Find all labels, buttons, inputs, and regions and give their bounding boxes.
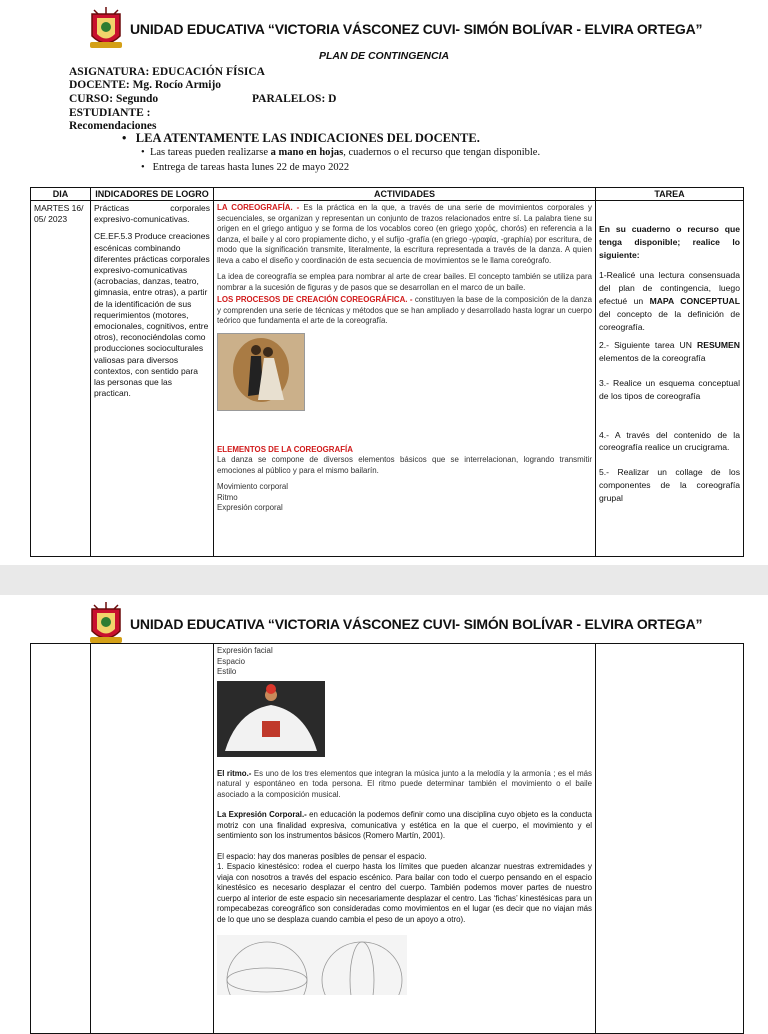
asignatura: ASIGNATURA: EDUCACIÓN FÍSICA [69, 66, 265, 78]
school-title: UNIDAD EDUCATIVA “VICTORIA VÁSCONEZ CUVI- SIMÓN BOLÍVAR - ELVIRA ORTEGA” [130, 21, 703, 37]
col-header-tarea: TAREA [596, 188, 744, 201]
ritmo-label: El ritmo.- [217, 768, 252, 778]
instruction-1: • Las tareas pueden realizarse a mano en hojas, cuadernos o el recurso que tengan disponible. [141, 147, 541, 158]
plan-table-page1 [30, 187, 744, 557]
tarea-2: 2.- Siguiente tarea UN RESUMEN elementos de la coreografía [599, 340, 740, 364]
plan-title: PLAN DE CONTINGENCIA [318, 50, 450, 62]
espacio-1: 1. Espacio kinestésico: rodea el cuerpo hasta los límites que pueden alcanzar nuestras extremidades y viaja con nosotros a través del espacio escénico. Para bailar con todo el cuerpo pensando en el espacio kinestésico es necesario desplazar el centro del cuerpo. También podemos mover partes de nuestro cuerpo al interior de este espacio sin necesariamente desplazar el centro. Las ‘fichas’ kinestésicas para un rompecabezas coreográfico son consideradas como movimientos en el lugar (es decir que no viajan más de lo que uno se desplaza cuando cambia el peso de un apoyo a otro). [217, 862, 592, 924]
main-instruction: • LEA ATENTAMENTE LAS INDICACIONES DEL DOCENTE. [122, 131, 480, 145]
col-header-actividades: ACTIVIDADES [214, 188, 596, 201]
expresion-text: en educación la podemos definir como una disciplina cuyo objeto es la conducta motriz con una finalidad expresiva, comunicativa y estética en la que el cuerpo, el movimiento y el sentimiento son los instrumentos básicos (Romero Martín, 2001). [217, 810, 592, 840]
cell-tarea [596, 201, 744, 557]
elemento-facial: Expresión facial [217, 646, 273, 655]
tarea-3: 3.- Realice un esquema conceptual de los tipos de coreografía [599, 377, 740, 401]
col-header-dia: DIA [31, 188, 91, 201]
cell-dia-2 [31, 644, 91, 1034]
page-gap [0, 565, 768, 595]
procesos-text: constituyen la base de la composición de la danza y comprenden una serie de técnicas y métodos que se han ampliado y desarrollado hasta lograr un cuerpo teórico que fundamenta el arte de la coreografía. [217, 295, 593, 325]
school-header [88, 6, 702, 52]
curso: CURSO: Segundo [69, 93, 159, 105]
school-title-2: UNIDAD EDUCATIVA “VICTORIA VÁSCONEZ CUVI- SIMÓN BOLÍVAR - ELVIRA ORTEGA” [130, 616, 703, 632]
folk-dancer-photo [217, 681, 325, 757]
cell-tarea-2 [596, 644, 744, 1034]
page-2 [0, 595, 768, 1024]
cell-indicadores [91, 201, 214, 557]
elemento-ritmo: Ritmo [217, 492, 238, 502]
school-seal-icon [88, 601, 124, 647]
ritmo-text: Es uno de los tres elementos que integran la música junto a la melodía y la armonía ; es el más natural y espontáneo en toda persona. El ritmo puede determinar también el movimiento o el baile asociado a la composición musical. [217, 768, 592, 799]
coreografia-label: LA COREOGRAFÍA. - [217, 203, 300, 212]
school-header-2 [88, 601, 702, 647]
tarea-5: 5.- Realizar un collage de los componentes de la coreografía grupal [599, 467, 740, 503]
dancers-photo [217, 333, 305, 411]
paralelos: PARALELOS: D [252, 93, 337, 105]
elemento-espacio: Espacio [217, 656, 246, 666]
coreografia-text: Es la práctica en la que, a través de una serie de movimientos corporales y secuenciales, se organizan y representan un conjunto de trazos relacionados entre sí. La palabra tiene su origen en el griego antiguo y se forma de los vocablos coreo (en griego χορός, chorós) en referencia a la danza, el baile y al coro propiamente dicho, y el sufijo -grafía (en griego -γραφία, -graphía) por escritura, de modo que la significación transmite, literalmente, la escritura representada a través de la danza. A quien lleva a cabo el diseño y coordinación de esta secuencia de movimientos se le llama coreógrafo. [217, 203, 592, 265]
docente: DOCENTE: Mg. Rocío Armijo [69, 79, 222, 91]
procesos-label: LOS PROCESOS DE CREACIÓN COREOGRÁFICA. - [217, 295, 413, 304]
tarea-1: 1-Realicé una lectura consensuada del plan de contingencia, luego efectué un MAPA CONCEPTUAL del concepto de la definición de coreografía. [599, 270, 740, 332]
expresion-label: La Expresión Corporal.- [217, 810, 307, 819]
cell-dia: MARTES 16/ 05/ 2023 [31, 201, 91, 557]
tarea-intro: En su cuaderno o recurso que tenga disponible; realice lo siguiente: [599, 224, 740, 260]
estudiante: ESTUDIANTE : [69, 107, 151, 119]
indicator-2: CE.EF.5.3 Produce creaciones escénicas combinando diferentes prácticas corporales expresivo-comunicativas (acrobacias, danzas, teatro, gimnasia, entre otras), a partir de la identificación de sus requerimientos (motores, emocionales, cognitivos, entre otros), reconociéndolas como producciones socioculturales valiosas para diversos contextos, con sentido para las personas que las practican. [94, 231, 210, 399]
elementos-text: La danza se compone de diversos elementos básicos que se interrelacionan, logrando transmitir emociones al público y para el mismo bailarín. [217, 455, 592, 475]
idea-text: La idea de coreografía se emplea para nombrar al arte de crear bailes. El concepto también se utiliza para nombrar a la sucesión de figuras y de pasos que se desarrollan en el marco de un baile. [217, 272, 592, 292]
cell-actividades [214, 201, 596, 557]
instruction-2: • Entrega de tareas hasta lunes 22 de mayo 2022 [141, 162, 350, 173]
col-header-indicadores: INDICADORES DE LOGRO [91, 188, 214, 201]
cell-actividades-2 [214, 644, 596, 1034]
tarea-4: 4.- A través del contenido de la coreografía realice un crucigrama. [599, 429, 740, 453]
espacio-intro: El espacio: hay dos maneras posibles de pensar el espacio. [217, 851, 427, 861]
elemento-movimiento: Movimiento corporal [217, 482, 289, 491]
elemento-estilo: Estilo [217, 667, 237, 676]
school-seal-icon [88, 6, 124, 52]
elemento-expresion: Expresión corporal [217, 503, 283, 512]
elementos-label: ELEMENTOS DE LA COREOGRAFÍA [217, 444, 353, 454]
plan-table-page2 [30, 643, 744, 1034]
cell-indicadores-2 [91, 644, 214, 1034]
recomendaciones: Recomendaciones [69, 120, 157, 132]
kinesphere-diagram [217, 935, 407, 995]
indicator-1: Prácticas corporales expresivo-comunicativas. [94, 203, 210, 225]
